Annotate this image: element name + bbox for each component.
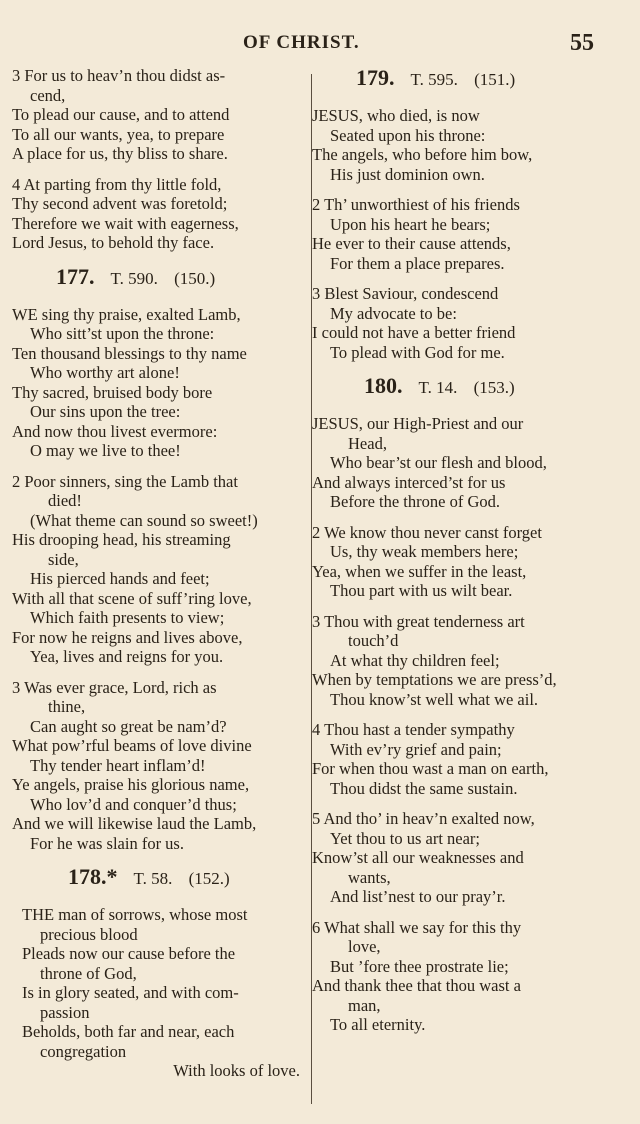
verse-line: Yet thou to us art near; [330,828,481,848]
hymn-180-heading [312,374,608,400]
hymn-178-heading [12,865,308,891]
verse-line: To all eternity. [330,1015,426,1034]
verse-line: precious blood [40,924,138,944]
verse-line: 3 Blest Saviour, condescend [312,284,499,303]
verse-line: His pierced hands and feet; [30,569,210,588]
verse-line: My advocate to be: [330,303,457,323]
verse-line: But ’fore thee prostrate lie; [330,956,509,976]
verse-line: A place for us, thy bliss to share. [12,144,228,163]
verse-line: man, [348,995,381,1015]
verse-line: With looks of love. [173,1061,300,1080]
verse-line: With ev’ry grief and pain; [330,739,502,759]
hymn-176-stanza-3 [12,66,308,164]
hymn-reference: (153.) [473,378,515,397]
hymn-180-stanza-3 [312,612,608,710]
verse-line: Us, thy weak members here; [330,542,519,561]
verse-line: thine, [48,697,86,716]
page-number: 55 [570,30,594,56]
verse-line: Before the throne of God. [330,492,500,511]
hymn-177-stanza-3 [12,678,308,854]
verse-line: For now he reigns and lives above, [12,627,243,647]
page-header [0,30,640,58]
verse-line: Thy tender heart inflam’d! [30,755,206,775]
verse-line: He ever to their cause attends, [312,234,511,253]
tune-number: T. 14. [418,378,458,397]
hymn-179-heading [312,66,608,92]
verse-line: 4 Thou hast a tender sympathy [312,720,515,739]
verse-line: passion [40,1002,90,1022]
verse-line: died! [48,491,82,510]
verse-line: touch’d [348,631,399,650]
verse-line: JESUS, who died, is now [312,106,480,125]
verse-line: 5 And tho’ in heav’n exalted now, [312,809,535,828]
verse-line: I could not have a better friend [312,323,516,342]
verse-line: THE man of sorrows, whose most [22,905,248,924]
verse-line: When by temptations we are press’d, [312,670,557,689]
hymn-176-stanza-4 [12,175,308,253]
verse-line: cend, [30,85,66,105]
left-column [12,66,308,1092]
verse-line: The angels, who before him bow, [312,145,533,164]
verse-line: Is in glory seated, and with com- [22,983,239,1002]
hymn-180-stanza-1 [312,414,608,512]
verse-line: To plead our cause, and to attend [12,105,230,124]
verse-line: Ye angels, praise his glorious name, [12,775,250,794]
hymn-180-stanza-5 [312,809,608,907]
verse-line: 3 For us to heav’n thou didst as- [12,66,226,85]
hymn-number: 178.* [68,864,118,889]
hymn-180-stanza-6 [312,918,608,1035]
verse-line: O may we live to thee! [30,441,181,460]
tune-number: T. 595. [410,70,458,89]
verse-line: And thank thee that thou wast a [312,976,521,995]
verse-line: And always interced’st for us [312,472,506,492]
verse-line: Know’st all our weaknesses and [312,848,524,867]
verse-line: And list’nest to our pray’r. [330,887,506,906]
hymn-177-heading [12,265,308,291]
hymn-number: 177. [56,263,95,289]
verse-line: congregation [40,1041,127,1061]
verse-line: Upon his heart he bears; [330,214,491,234]
verse-line: Therefore we wait with eagerness, [12,213,239,233]
hymn-177-stanza-1 [12,305,308,461]
tune-number: T. 58. [133,869,173,888]
tune-number: T. 590. [110,268,158,288]
hymn-reference: (152.) [188,869,230,888]
hymn-179-stanza-1 [312,106,608,184]
hymn-180-stanza-4 [312,720,608,798]
verse-line: Beholds, both far and near, each [22,1022,235,1041]
verse-line: 2 Th’ unworthiest of his friends [312,195,520,214]
verse-line: Thy second advent was foretold; [12,194,228,213]
verse-line: Which faith presents to view; [30,608,225,627]
hymn-number: 180. [364,373,403,398]
verse-line: Head, [348,433,387,453]
verse-line: 3 Was ever grace, Lord, rich as [12,677,217,697]
verse-line: What pow’rful beams of love divine [12,736,252,755]
verse-line: And we will likewise laud the Lamb, [12,814,257,833]
hymn-178-stanza-1 [12,905,308,1081]
verse-line: side, [48,549,79,569]
verse-line: Thou part with us wilt bear. [330,581,513,600]
verse-line: 4 At parting from thy little fold, [12,174,222,194]
verse-line: His drooping head, his streaming [12,530,231,549]
right-column [312,66,608,1046]
verse-line: Seated upon his throne: [330,125,486,145]
running-head: OF CHRIST. [243,32,360,53]
hymn-number: 179. [356,65,395,90]
verse-line: Who lov’d and conquer’d thus; [30,794,237,814]
verse-line: love, [348,937,381,956]
verse-line: At what thy children feel; [330,650,500,670]
hymn-179-stanza-2 [312,195,608,273]
verse-line: Lord Jesus, to behold thy face. [12,233,215,252]
verse-line: And now thou livest evermore: [12,421,218,441]
verse-line: To plead with God for me. [330,342,505,362]
hymn-177-stanza-2 [12,472,308,667]
verse-line: With all that scene of suff’ring love, [12,588,252,608]
verse-line: 2 We know thou never canst forget [312,522,542,542]
hymn-reference: (151.) [474,70,516,89]
verse-line: To all our wants, yea, to prepare [12,124,225,144]
verse-line: Can aught so great be nam’d? [30,716,227,736]
verse-line: throne of God, [40,963,137,983]
verse-line: Thou didst the same sustain. [330,778,518,798]
verse-line: For them a place prepares. [330,253,505,273]
verse-line: 3 Thou with great tenderness art [312,611,525,631]
verse-line: 6 What shall we say for this thy [312,917,522,937]
hymn-reference: (150.) [174,268,216,288]
verse-line: Who sitt’st upon the throne: [30,324,215,343]
verse-line: Who worthy art alone! [30,363,180,382]
verse-line: wants, [348,867,391,887]
verse-line: For he was slain for us. [30,833,184,853]
verse-line: (What theme can sound so sweet!) [30,510,258,530]
verse-line: 2 Poor sinners, sing the Lamb that [12,471,238,491]
verse-line: Our sins upon the tree: [30,402,181,421]
verse-line: His just dominion own. [330,164,485,184]
verse-line: Pleads now our cause before the [22,944,236,963]
verse-line: For when thou wast a man on earth, [312,759,549,778]
verse-line: Who bear’st our flesh and blood, [330,453,547,472]
hymn-179-stanza-3 [312,284,608,362]
verse-line: JESUS, our High-Priest and our [312,414,524,433]
verse-line: Thy sacred, bruised body bore [12,382,213,402]
verse-line: WE sing thy praise, exalted Lamb, [12,304,241,324]
verse-line: Thou know’st well what we ail. [330,689,539,709]
verse-line: Yea, when we suffer in the least, [312,561,527,581]
verse-line: Yea, lives and reigns for you. [30,647,224,666]
verse-line: Ten thousand blessings to thy name [12,343,247,363]
hymn-180-stanza-2 [312,523,608,601]
